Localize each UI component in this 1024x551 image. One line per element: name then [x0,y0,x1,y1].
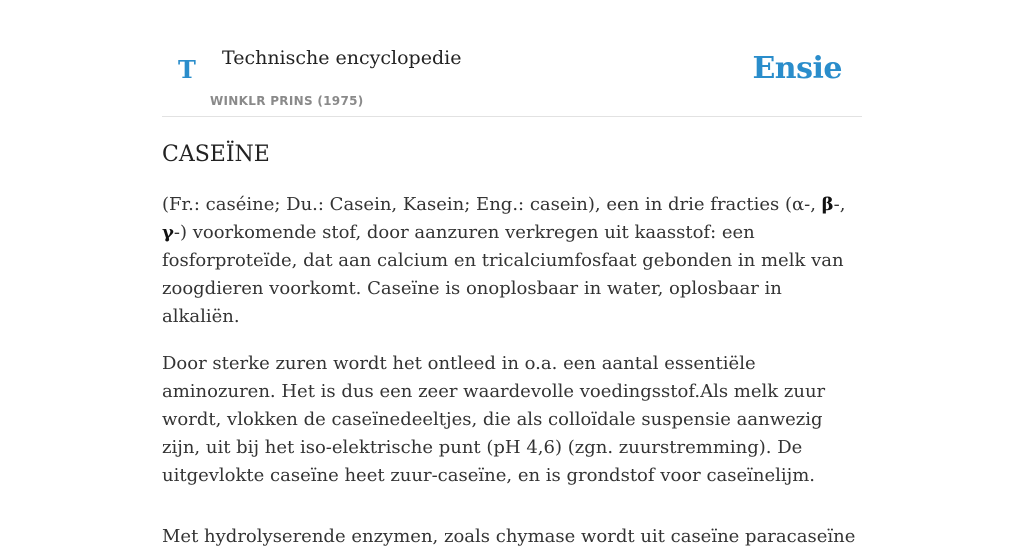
entry-paragraph-2: Door sterke zuren wordt het ontleed in o.a. een aantal essentiële aminozuren. Het is dus een zeer waardevolle voedingsstof.Als melk zuur wordt, vlokken de caseïnedeeltjes, die als colloïdale suspensie aanwezig zijn, uit bij het iso-elektrische punt (pH 4,6) (zgn. zuurstremming). De uitgevlokte caseïne heet zuur-caseïne, en is grondstof voor caseïnelijm. [162,353,826,486]
encyclopedia-logo-icon[interactable]: T [178,55,196,84]
paragraph-1-text-b: -, [833,194,846,215]
entry-paragraph-1 [162,191,862,331]
entry-content [162,138,862,551]
page-header [162,0,862,117]
entry-paragraph-3: Met hydrolyserende enzymen, zoals chymase wordt uit caseïne paracaseïne [162,526,856,547]
encyclopedia-title[interactable]: Technische encyclopedie [222,47,462,69]
gamma-symbol: γ [162,222,174,243]
entry-title: CASEÏNE [162,142,270,167]
ensie-brand-link[interactable]: Ensie [752,51,842,86]
beta-symbol: β [821,194,834,215]
paragraph-1-text-c: -) voorkomende stof, door aanzuren verkregen uit kaasstof: een fosforproteïde, dat aan calcium en tricalciumfosfaat gebonden in melk van zoogdieren voorkomt. Caseïne is onoplosbaar in water, oplosbaar in alkaliën. [162,222,844,327]
paragraph-1-text-a: (Fr.: caséine; Du.: Casein, Kasein; Eng.: casein), een in drie fracties (α-, [162,194,822,215]
encyclopedia-subtitle: WINKLR PRINS (1975) [210,94,364,108]
